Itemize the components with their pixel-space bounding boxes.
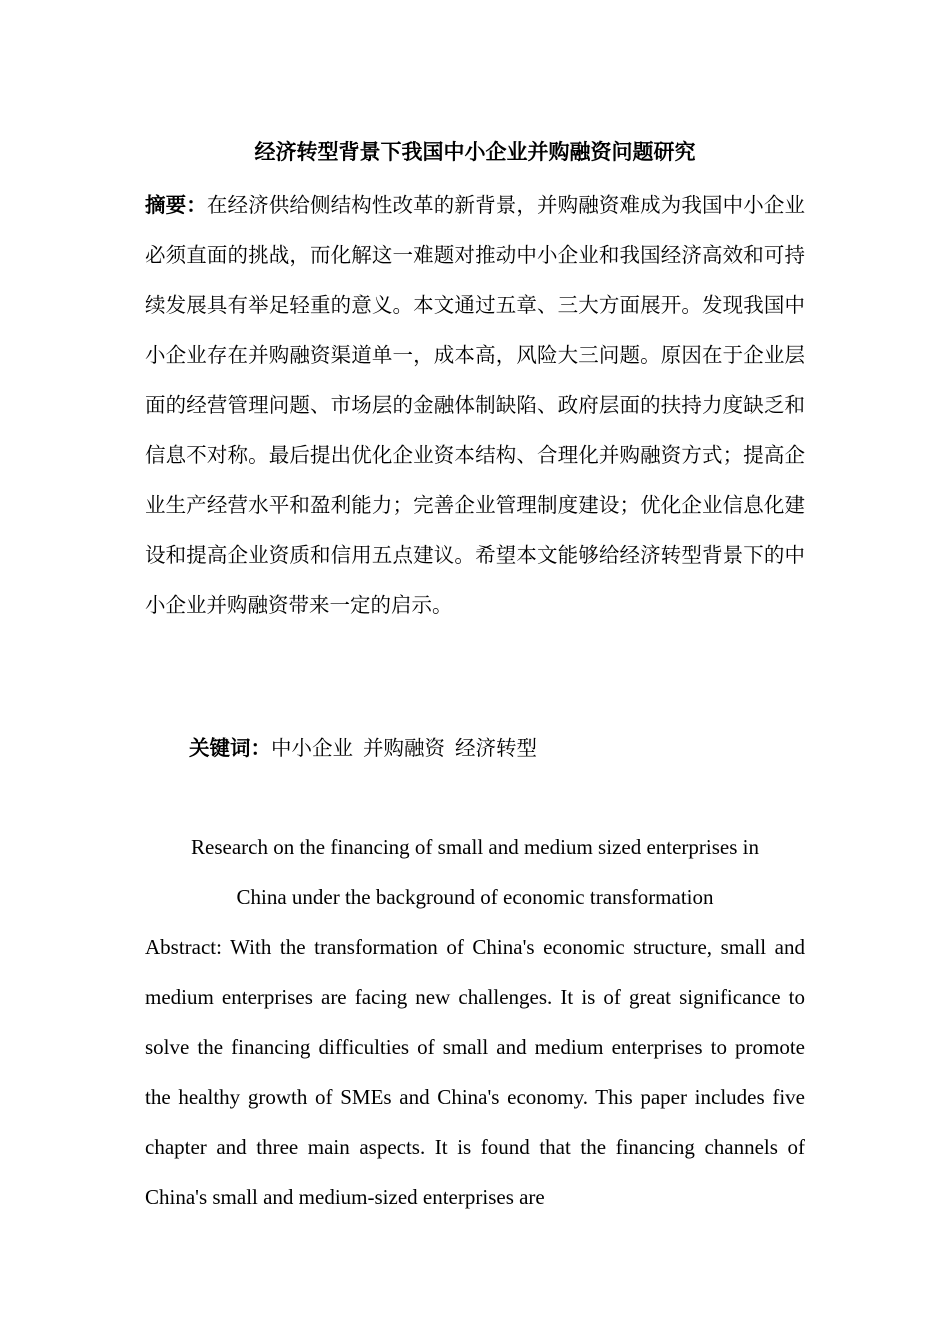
english-title (145, 822, 805, 922)
keyword: 并购融资 (363, 736, 445, 760)
keywords-line (189, 728, 809, 768)
chinese-abstract (145, 180, 805, 630)
english-title-line: China under the background of economic transformation (236, 885, 714, 909)
chinese-title: 经济转型背景下我国中小企业并购融资问题研究 (254, 140, 696, 164)
keyword: 经济转型 (455, 736, 537, 760)
chinese-abstract-label: 摘要： (145, 193, 207, 217)
english-abstract: Abstract: With the transformation of China's economic structure, small and medium enterprises are facing new challenges. It is of great significance to solve the financing difficulties of small and medium enterprises to promote the healthy growth of SMEs and China's economy. This paper includes five chapter and three main aspects. It is found that the financing channels of China's small and medium-sized enterprises are (145, 935, 805, 1209)
english-title-line: Research on the financing of small and medium sized enterprises in (191, 835, 759, 859)
keywords-label: 关键词： (189, 736, 271, 760)
chinese-abstract-text: 在经济供给侧结构性改革的新背景，并购融资难成为我国中小企业必须直面的挑战，而化解这一难题对推动中小企业和我国经济高效和可持续发展具有举足轻重的意义。本文通过五章、三大方面展开。发现我国中小企业存在并购融资渠道单一，成本高，风险大三问题。原因在于企业层面的经营管理问题、市场层的金融体制缺陷、政府层面的扶持力度缺乏和信息不对称。最后提出优化企业资本结构、合理化并购融资方式；提高企业生产经营水平和盈利能力；完善企业管理制度建设；优化企业信息化建设和提高企业资质和信用五点建议。希望本文能够给经济转型背景下的中小企业并购融资带来一定的启示。 (145, 193, 806, 617)
keyword: 中小企业 (271, 736, 353, 760)
